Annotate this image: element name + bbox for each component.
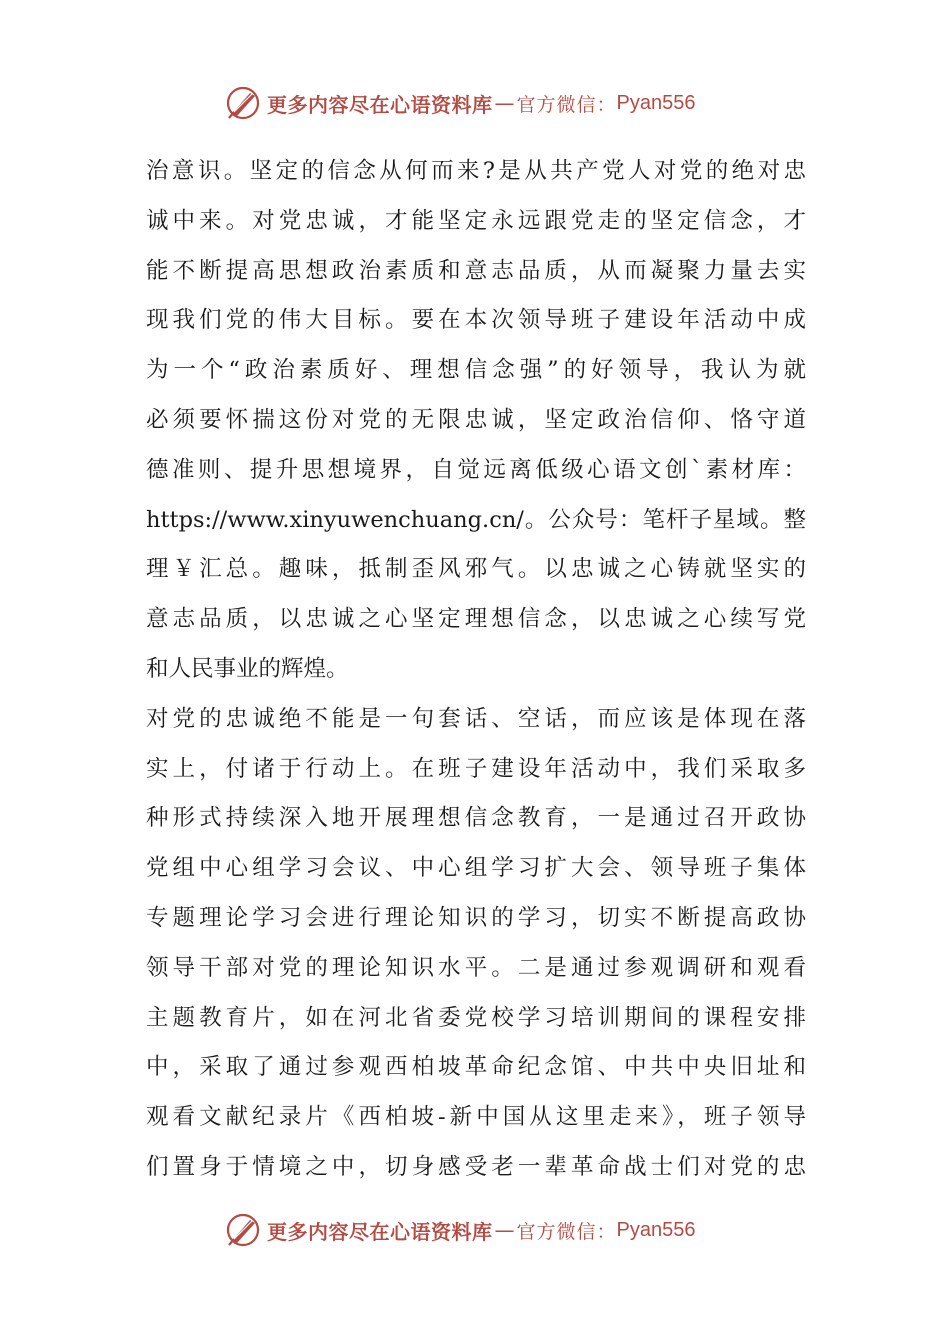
body-line-12: 对党的忠诚绝不能是一句套话、空话，而应该是体现在落 xyxy=(146,705,806,732)
footer-dash: — xyxy=(494,1218,515,1242)
body-line-10: 意志品质，以忠诚之心坚定理想信念，以忠诚之心续写党 xyxy=(146,606,806,633)
quill-pen-logo-icon xyxy=(225,1212,261,1248)
body-line-4: 现我们党的伟大目标。要在本次领导班子建设年活动中成 xyxy=(146,307,806,334)
body-line-21: 们置身于情境之中，切身感受老一辈革命战士们对党的忠 xyxy=(146,1153,806,1180)
body-line-19: 中，采取了通过参观西柏坡革命纪念馆、中共中央旧址和 xyxy=(146,1054,806,1081)
body-line-1: 治意识。坚定的信念从何而来?是从共产党人对党的绝对忠 xyxy=(146,158,806,184)
footer-banner xyxy=(225,1210,695,1250)
banner-wechat-id: Pyan556 xyxy=(616,91,696,114)
body-line-6: 必须要怀揣这份对党的无限忠诚，坚定政治信仰、恪守道 xyxy=(146,406,806,433)
banner-dash: — xyxy=(494,91,515,115)
body-line-8: https://www.xinyuwenchuang.cn/。公众号：笔杆子星域。整 xyxy=(146,506,806,533)
body-line-9: 理￥汇总。趣味，抵制歪风邪气。以忠诚之心铸就坚实的 xyxy=(146,556,806,583)
body-line-2: 诚中来。对党忠诚，才能坚定永远跟党走的坚定信念，才 xyxy=(146,207,806,234)
body-line-18: 主题教育片，如在河北省委党校学习培训期间的课程安排 xyxy=(146,1004,806,1031)
banner-wechat-label: 官方微信： xyxy=(516,93,617,116)
body-line-15: 党组中心组学习会议、中心组学习扩大会、领导班子集体 xyxy=(146,855,806,882)
footer-wechat-label: 官方微信： xyxy=(516,1220,617,1243)
header-banner xyxy=(225,83,695,123)
banner-title: 更多内容尽在心语资料库 xyxy=(267,92,493,117)
body-line-11: 和人民事业的辉煌。 xyxy=(146,655,349,682)
body-line-13: 实上，付诸于行动上。在班子建设年活动中，我们采取多 xyxy=(146,755,806,782)
footer-wechat-id: Pyan556 xyxy=(616,1218,696,1241)
body-line-16: 专题理论学习会进行理论知识的学习，切实不断提高政协 xyxy=(146,904,806,931)
body-line-5: 为一个“政治素质好、理想信念强”的好领导，我认为就 xyxy=(146,357,806,384)
body-line-20: 观看文献纪录片《西柏坡-新中国从这里走来》，班子领导 xyxy=(146,1104,806,1131)
body-line-3: 能不断提高思想政治素质和意志品质，从而凝聚力量去实 xyxy=(146,257,806,284)
quill-pen-logo-icon xyxy=(225,85,261,121)
document-body xyxy=(146,147,806,1193)
body-line-14: 种形式持续深入地开展理想信念教育，一是通过召开政协 xyxy=(146,805,806,832)
footer-title: 更多内容尽在心语资料库 xyxy=(267,1219,493,1244)
body-line-7: 德准则、提升思想境界，自觉远离低级心语文创`素材库： xyxy=(146,456,806,483)
body-line-17: 领导干部对党的理论知识水平。二是通过参观调研和观看 xyxy=(146,954,806,981)
